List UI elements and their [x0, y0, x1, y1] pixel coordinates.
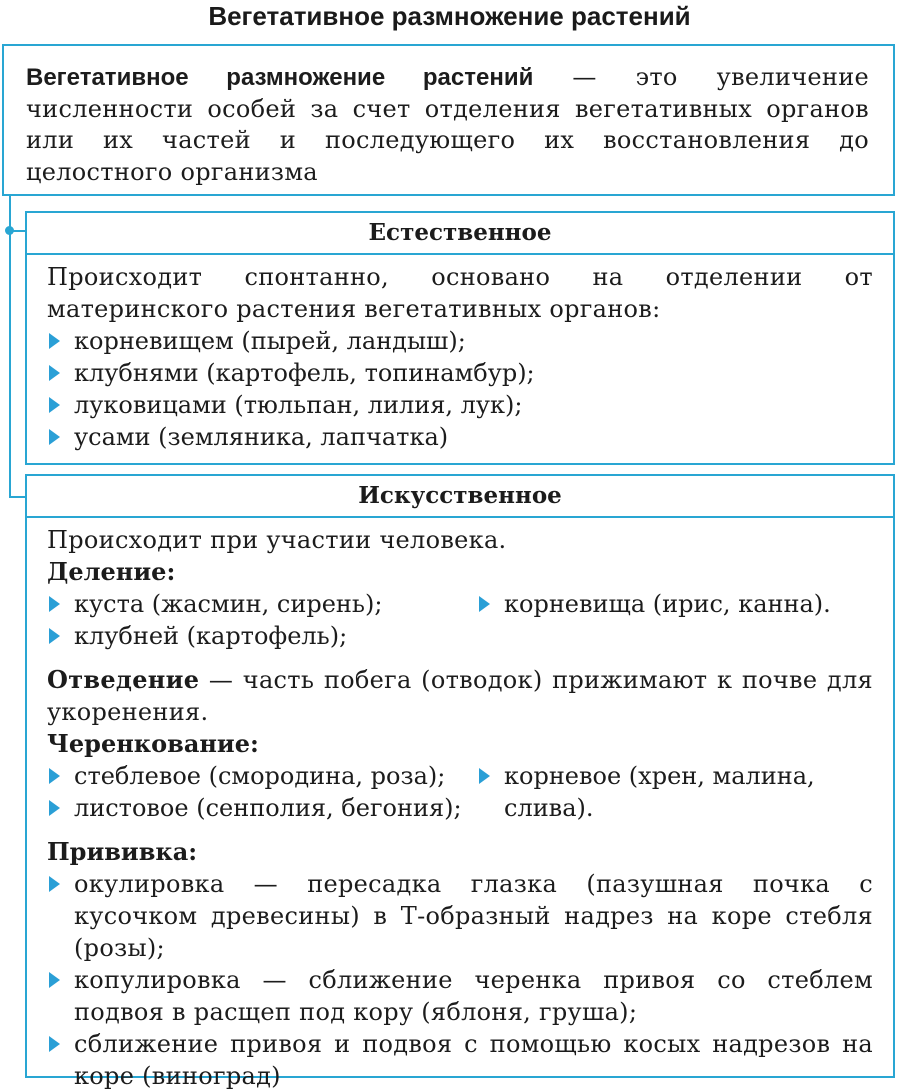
- list-item: копулировка — сближение черенка привоя со стеблем подвоя в расщеп под кору (яблоня, груша);: [47, 964, 873, 1028]
- grafting-label: Прививка:: [47, 837, 198, 866]
- connector-artificial: [9, 496, 26, 498]
- natural-body: [27, 255, 893, 453]
- natural-section: [25, 211, 895, 465]
- cuttings-label: Черенкование:: [47, 729, 259, 758]
- division-list: [47, 588, 873, 652]
- list-item: листовое (сенполия, бегония);: [47, 792, 477, 824]
- list-item: луковицами (тюльпан, лилия, лук);: [47, 389, 873, 421]
- tree-connector: [9, 196, 11, 498]
- list-item: корневищем (пырей, ландыш);: [47, 325, 873, 357]
- list-item: куста (жасмин, сирень);: [47, 588, 477, 620]
- layering-text: [47, 664, 873, 728]
- artificial-heading: Искусственное: [27, 476, 893, 518]
- list-item: сближение привоя и подвоя с помощью косых надрезов на коре (виноград): [47, 1028, 873, 1092]
- definition-body: — это увеличение численности особей за счет отделения вегетативных органов или их частей и последующего их восстановления до целостного организма: [26, 63, 869, 186]
- artificial-body: [27, 518, 893, 1092]
- connector-dot: [5, 226, 14, 235]
- list-item: стеблевое (смородина, роза);: [47, 760, 477, 792]
- natural-heading: Естественное: [27, 213, 893, 255]
- artificial-intro: Происходит при участии человека.: [47, 526, 507, 554]
- list-item: окулировка — пересадка глазка (пазушная почка с кусочком древесины) в Т-образный надрез на коре стебля (розы);: [47, 868, 873, 964]
- list-item: усами (земляника, лапчатка): [47, 421, 873, 453]
- cuttings-list: [47, 760, 873, 824]
- layering-term: Отведение: [47, 665, 200, 694]
- definition-text: [26, 62, 869, 188]
- division-label: Деление:: [47, 557, 176, 586]
- list-item: клубнями (картофель, топинамбур);: [47, 357, 873, 389]
- page-title: Вегетативное размножение растений: [208, 1, 691, 31]
- natural-intro: Происходит спонтанно, основано на отделении от материнского растения вегетативных органов:: [47, 263, 873, 323]
- definition-box: [2, 44, 895, 196]
- definition-term: Вегетативное размножение растений: [26, 64, 534, 91]
- layering-body: — часть побега (отводок) прижимают к почве для укоренения.: [47, 666, 873, 726]
- list-item: корневища (ирис, канна).: [477, 588, 873, 620]
- artificial-section: [25, 474, 895, 1090]
- list-item: клубней (картофель);: [47, 620, 477, 652]
- list-item: корневое (хрен, малина, слива).: [477, 760, 873, 824]
